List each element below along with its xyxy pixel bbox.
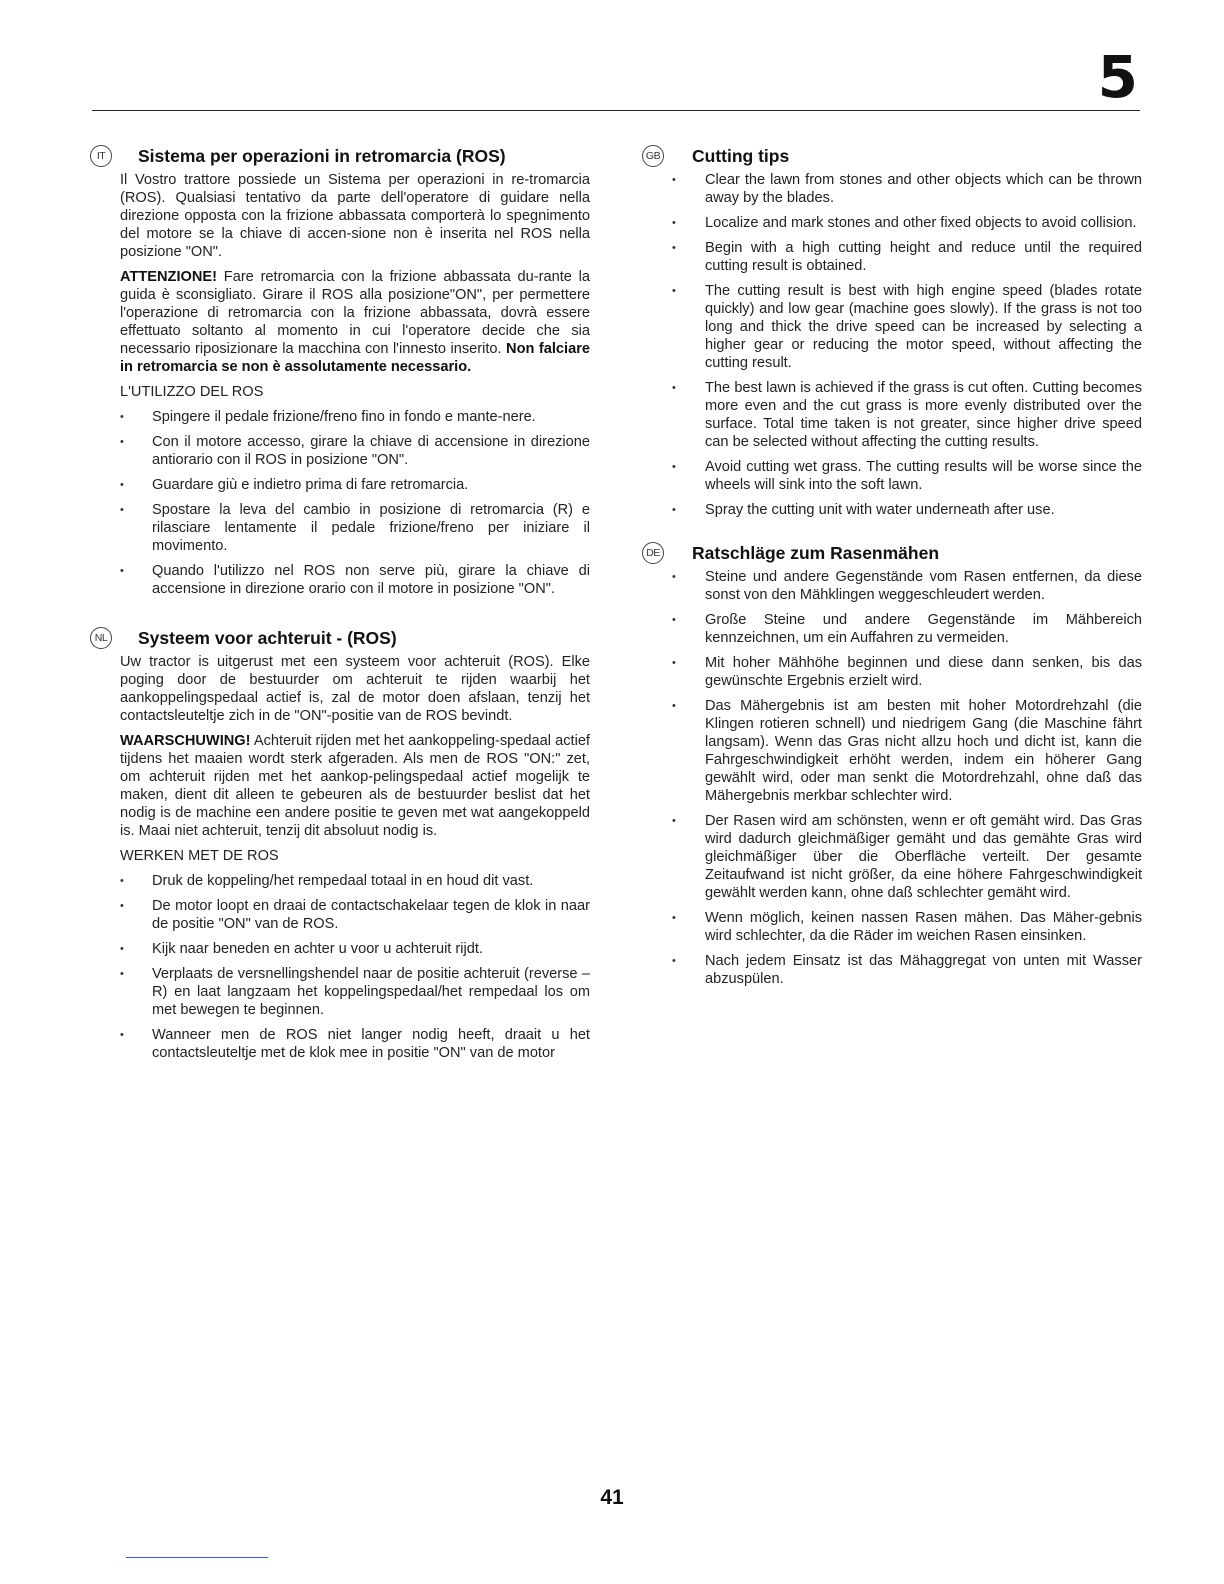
section-header-it [96,144,590,168]
list-item: • De motor loopt en draai de contactschakelaar tegen de klok in naar de positie "ON" van de ROS. [120,897,590,933]
section-header-gb [645,144,1142,168]
list-item: • Große Steine und andere Gegenstände im Mähbereich kennzeichnen, um ein Auffahren zu vermeiden. [672,611,1142,647]
list-item: • Guardare giù e indietro prima di fare retromarcia. [120,476,590,494]
list-item: • Localize and mark stones and other fixed objects to avoid collision. [672,214,1142,232]
warning-paragraph-it [120,268,590,376]
intro-paragraph-it: Il Vostro trattore possiede un Sistema per operazioni in re-tromarcia (ROS). Qualsiasi tentativo da parte dell'operatore di guidare nella direzione opposta con la frizione abbassata comporterà lo spegnimento del motore se la chiave di accen-sione non è inserita nel ROS nella posizione "ON". [120,172,590,260]
warning-bold-end-it: Non falciare in retromarcia se non è assolutamente necessario. [120,341,590,375]
intro-paragraph-nl: Uw tractor is uitgerust met een systeem voor achteruit (ROS). Elke poging door de bestuurder om achteruit te rijden waarbij het aankoppelingspedaal actief is, zal de motor doen afslaan, tenzij het contactsleuteltje zich in de "ON"-positie van de ROS bevindt. [120,654,590,724]
section-header-de [646,541,1142,565]
bullet-list-it [120,408,590,598]
warning-text-it: Fare retromarcia con la frizione abbassata du-rante la guida è sconsigliato. Girare il ROS alla posizione"ON", per permettere l'operazione di retromarcia con la frizione abbassata, dovrà essere effettuato soltanto al momento in cui l'operatore decide che sia necessario riposizionare la macchina con l'innesto inserito. [120,269,590,357]
right-column [645,144,1142,1010]
list-item: • Quando l'utilizzo nel ROS non serve più, girare la chiave di accensione in direzione orario con il motore in posizione "ON". [120,562,590,598]
left-column [94,144,590,1084]
lang-badge-gb-icon: GB [642,145,664,167]
warning-label-it: ATTENZIONE! [120,269,218,285]
list-item: • Clear the lawn from stones and other objects which can be thrown away by the blades. [672,171,1142,207]
lang-badge-de-icon: DE [642,542,664,564]
list-item: • Begin with a high cutting height and reduce until the required cutting result is obtained. [672,239,1142,275]
section-title-gb: Cutting tips [692,145,790,166]
section-header-nl [94,626,590,650]
section-title-nl: Systeem voor achteruit - (ROS) [138,627,397,648]
section-it [96,144,590,598]
list-item: • Verplaats de versnellingshendel naar de positie achteruit (reverse – R) en laat langzaam het koppelingspedaal/het rempedaal los om met bewegen te beginnen. [120,965,590,1019]
list-item: • Spingere il pedale frizione/freno fino in fondo e mante-nere. [120,408,590,426]
list-item: • The best lawn is achieved if the grass is cut often. Cutting becomes more even and the cut grass is more evenly distributed over the surface. Total time taken is not greater, since higher drive speed can be selected without affecting the cutting results. [672,379,1142,451]
warning-text-nl: Achteruit rijden met het aankoppeling-spedaal actief tijdens het maaien wordt sterk afgeraden. Als men de ROS "ON:" zet, om achteruit rijden met het aankop-pelingspedaal actief mogelijk te maken, dient dit alleen te gebeuren als de bestuurder beslist dat het nodig is de machine een andere positie te geven met wat aangekoppeld is. Maai niet achteruit, tenzij dit absoluut nodig is. [120,733,590,839]
lang-badge-nl-icon: NL [90,627,112,649]
list-item: • Avoid cutting wet grass. The cutting results will be worse since the wheels will sink into the soft lawn. [672,458,1142,494]
list-item: • The cutting result is best with high engine speed (blades rotate quickly) and low gear (machine goes slowly). If the grass is not too long and thick the drive speed can be increased by selecting a higher gear or reducing the motor speed, without affecting the cutting result. [672,282,1142,372]
list-item: • Spray the cutting unit with water underneath after use. [672,501,1142,519]
lang-badge-it-icon: IT [90,145,112,167]
bullet-list-nl [120,872,590,1062]
subhead-nl: WERKEN MET DE ROS [120,848,279,864]
list-item: • Con il motore accesso, girare la chiave di accensione in direzione antiorario con il ROS in posizione "ON". [120,433,590,469]
section-de [646,541,1142,988]
list-item: • Der Rasen wird am schönsten, wenn er oft gemäht wird. Das Gras wird dadurch gleichmäßiger gemäht und das gemähte Gras wird gleichmäßiger über die Oberfläche verteilt. Der gesamte Zeitaufwand ist nicht größer, da eine höhere Fahrgeschwindigkeit gewählt werden kann, ohne daß schlechter gemäht wird. [672,812,1142,902]
header-rule [92,110,1140,111]
list-item: • Wenn möglich, keinen nassen Rasen mähen. Das Mäher-gebnis wird schlechter, da die Räder im weichen Rasen einsinken. [672,909,1142,945]
section-title-it: Sistema per operazioni in retromarcia (ROS) [138,145,506,166]
list-item: • Kijk naar beneden en achter u voor u achteruit rijdt. [120,940,590,958]
list-item: • Das Mähergebnis ist am besten mit hoher Motordrehzahl (die Klingen rotieren schnell) und niedrigem Gang (die Maschine fährt langsam). Wenn das Gras nicht allzu hoch und dicht ist, kann die Fahrgeschwindigkeit erhöht werden, indem ein höherer Gang gewählt wird, oder man senkt die Motordrehzahl, ohne daß das Mähergebnis merkbar schlechter wird. [672,697,1142,805]
chapter-number: 5 [1097,43,1138,111]
warning-label-nl: WAARSCHUWING! [120,733,251,749]
section-nl [94,626,590,1062]
bullet-list-gb [672,171,1142,519]
section-title-de: Ratschläge zum Rasenmähen [692,542,940,563]
bullet-list-de [672,568,1142,988]
subhead-it: L'UTILIZZO DEL ROS [120,384,264,400]
list-item: • Spostare la leva del cambio in posizione di retromarcia (R) e rilasciare lentamente il pedale frizione/freno per iniziare il movimento. [120,501,590,555]
section-gb [645,144,1142,519]
list-item: • Mit hoher Mähhöhe beginnen und diese dann senken, bis das gewünschte Ergebnis erzielt wird. [672,654,1142,690]
list-item: • Druk de koppeling/het rempedaal totaal in en houd dit vast. [120,872,590,890]
list-item: • Wanneer men de ROS niet langer nodig heeft, draait u het contactsleuteltje met de klok mee in positie "ON" van de motor [120,1026,590,1062]
list-item: • Steine und andere Gegenstände vom Rasen entfernen, da diese sonst von den Mähklingen weggeschleudert werden. [672,568,1142,604]
page-number: 41 [600,1486,624,1509]
list-item: • Nach jedem Einsatz ist das Mähaggregat von unten mit Wasser abzuspülen. [672,952,1142,988]
footer-link-line [126,1557,268,1558]
warning-paragraph-nl [120,732,590,840]
